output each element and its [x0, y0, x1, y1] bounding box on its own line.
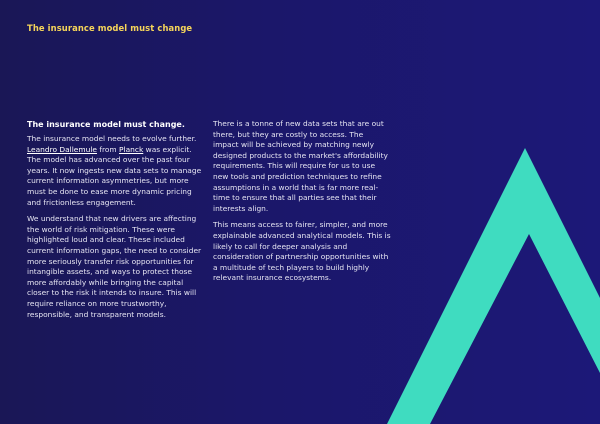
- left-p1-text-mid: from: [96, 144, 120, 154]
- left-p1-text-end: was explicit. The model has advanced over the past four years. It now ingests new data sets to manage current information asymmetries, but more must be done to ease more dynamic pricing and frictionless engagement.: [27, 144, 202, 207]
- left-paragraph-1: [27, 134, 203, 208]
- triangle-shape: [387, 148, 600, 424]
- section-heading: The insurance model must change.: [27, 120, 185, 129]
- left-column: [27, 119, 203, 326]
- leandro-dallemule-link[interactable]: Leandro Dallemule: [27, 144, 97, 154]
- right-column: [213, 119, 391, 290]
- left-p1-text-start: The insurance model needs to evolve further.: [27, 134, 197, 143]
- left-paragraph-2: We understand that new drivers are affecting the world of risk mitigation. These were highlighted loud and clear. These included current information gaps, the need to consider more seriously transfer risk opportunities for intangible assets, and ways to protect those more affordably while bringing the capital closer to the risk it intends to insure. This will require reliance on more trustworthy, responsible, and transparent models.: [27, 214, 202, 319]
- right-paragraph-1: There is a tonne of new data sets that are out there, but they are costly to access. The impact will be achieved by matching newly designed products to the market's affordability requirements. This will require for us to use new tools and prediction techniques to refine assumptions in a world that is far more real-time to ensure that all parties see that their interests align.: [213, 119, 388, 213]
- planck-link[interactable]: Planck: [119, 144, 144, 154]
- right-paragraph-2: This means access to fairer, simpler, and more explainable advanced analytical models. This is likely to call for deeper analysis and consideration of partnership opportunities with a multitude of tech players to build highly relevant insurance ecosystems.: [213, 220, 391, 283]
- page-header-title: The insurance model must change: [27, 23, 193, 33]
